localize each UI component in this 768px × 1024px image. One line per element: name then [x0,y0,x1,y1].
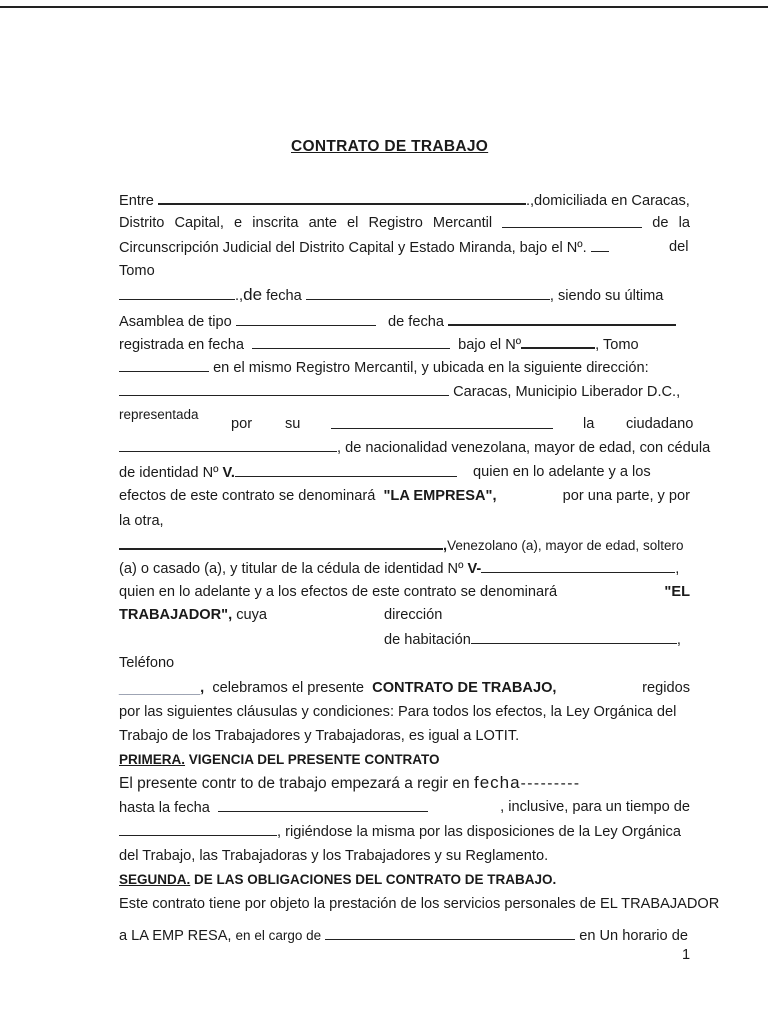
text-line: Distrito Capital, e inscrita ante el Registro Mercantil de la [119,215,690,231]
text-line: , rigiéndose la misma por las disposiciones de la Ley Orgánica [119,822,681,841]
text-line: quien en lo adelante y a los [473,464,651,480]
top-border-line [0,6,768,8]
text-line: registrada en fecha bajo el Nº , Tomo [119,334,639,354]
text-line: del Trabajo, las Trabajadoras y los Trabajadores y su Reglamento. [119,848,549,864]
text-line: por [231,416,253,432]
text-line: por las siguientes cláusulas y condiciones: Para todos los efectos, la Ley Orgánica del [119,704,677,720]
text-line: la [583,416,595,432]
text-line: la otra, [119,513,164,529]
text-line: su [285,416,301,432]
document-title: CONTRATO DE TRABAJO [291,138,489,155]
text-line: TRABAJADOR", cuya [119,607,268,623]
text-line: Teléfono [119,655,175,671]
text-line: Asamblea de tipo de fecha [119,311,676,331]
text-line: Trabajo de los Trabajadores y Trabajadoras, es igual a LOTIT. [119,728,520,744]
text-line: dirección [384,607,443,623]
text-line: hasta la fecha , inclusive, para un tiempo de [119,799,690,816]
text-line: quien en lo adelante y a los efectos de este contrato se denominará "EL [119,584,690,600]
section-heading-segunda: SEGUNDA. DE LAS OBLIGACIONES DEL CONTRATO DE TRABAJO. [119,872,557,887]
text-line: ciudadano [626,416,694,432]
text-line: del [669,239,689,255]
text-line: , de nacionalidad venezolana, mayor de edad, con cédula [119,438,710,457]
text-line: en el mismo Registro Mercantil, y ubicada en la siguiente dirección: [119,358,649,377]
text-line: Circunscripción Judicial del Distrito Capital y Estado Miranda, bajo el Nº. [119,238,609,257]
text-line: efectos de este contrato se denominará "LA EMPRESA", por una parte, y por [119,488,690,504]
text-line: El presente contr to de trabajo empezará a regir en fecha--------- [119,773,581,792]
text-line: Caracas, Municipio Liberador D.C., [119,382,680,401]
text-line: Entre .,domiciliada en Caracas, [119,190,690,210]
text-line: a LA EMP RESA, en el cargo de en Un horario de [119,928,688,944]
text-line: ,Venezolano (a), mayor de edad, soltero [119,535,683,555]
text-line: .,de fecha , siendo su última [119,286,663,305]
text-line: (a) o casado (a), y titular de la cédula de identidad Nº V- , [119,561,680,577]
text-line: de identidad Nº V. [119,463,457,482]
page-number: 1 [682,947,691,963]
text-line [331,415,553,434]
text-line: Este contrato tiene por objeto la prestación de los servicios personales de EL TRABAJADOR [119,896,720,912]
text-line: representada [119,407,199,422]
text-line: Tomo [119,263,155,279]
section-heading-primera: PRIMERA. VIGENCIA DEL PRESENTE CONTRATO [119,752,440,767]
text-line: de habitación , [384,632,681,648]
text-line: __________, celebramos el presente CONTRATO DE TRABAJO, regidos [119,680,690,696]
